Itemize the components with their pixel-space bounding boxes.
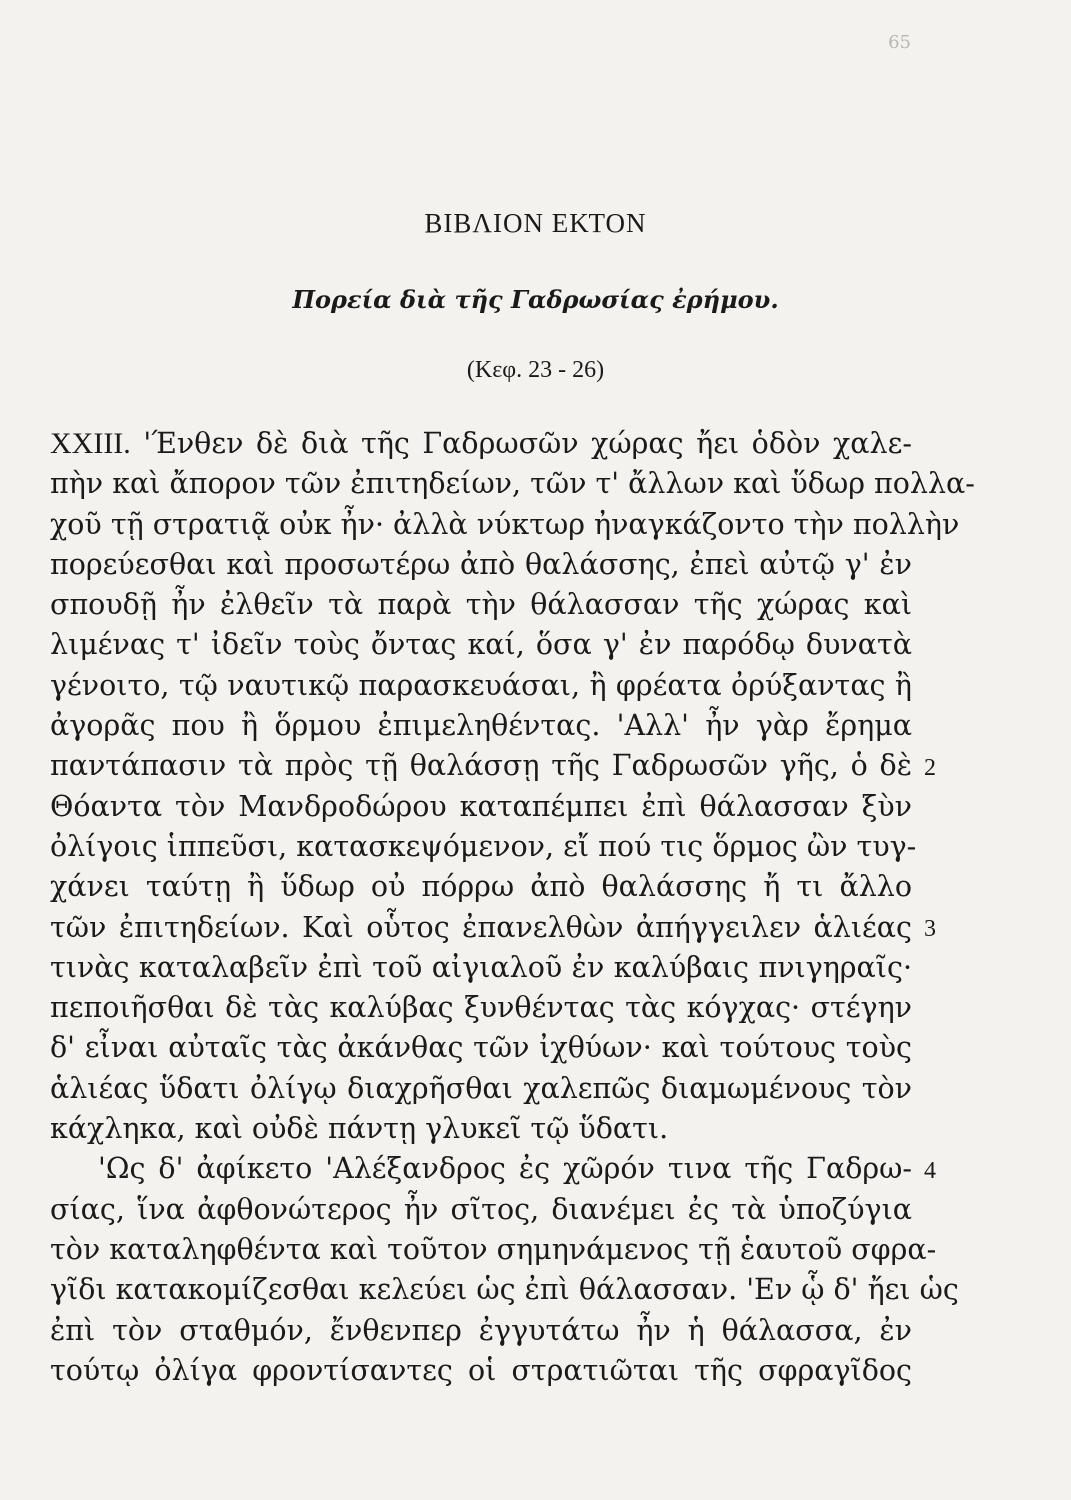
text-line: δ' εἶναι αὐταῖς τὰς ἀκάνθας τῶν ἰχθύων· καὶ τούτους τοὺς [50,1031,912,1065]
text-line: κάχληκα, καὶ οὐδὲ πάντῃ γλυκεῖ τῷ ὕδατι. [50,1112,669,1146]
text-line: πορεύεσθαι καὶ προσωτέρω ἀπὸ θαλάσσης, ἐπεὶ αὐτῷ γ' ἐν [50,547,912,581]
text-line: Θόαντα τὸν Μανδροδώρου καταπέμπει ἐπὶ θάλασσαν ξὺν [50,789,912,823]
text-line: ἁλιέας ὕδατι ὀλίγῳ διαχρῆσθαι χαλεπῶς διαμωμένους τὸν [50,1071,912,1105]
text-line: ἀγορᾶς που ἢ ὅρμου ἐπιμεληθέντας. 'Αλλ' ἦν γὰρ ἔρημα [50,709,912,743]
page-number: 65 [888,32,911,53]
text-line: ὀλίγοις ἱππεῦσι, κατασκεψόμενον, εἴ πού τις ὅρμος ὢν τυγ- [50,829,917,863]
text-line: τὸν καταληφθέντα καὶ τοῦτον σημηνάμενος τῇ ἑαυτοῦ σφρα- [50,1232,937,1266]
text-line: τινὰς καταλαβεῖν ἐπὶ τοῦ αἰγιαλοῦ ἐν καλύβαις πνιγηραῖς· [50,950,912,984]
text-line: πὴν καὶ ἄπορον τῶν ἐπιτηδείων, τῶν τ' ἄλλων καὶ ὕδωρ πολλα- [50,467,975,501]
margin-section-number: 3 [924,916,936,942]
text-line: λιμένας τ' ἰδεῖν τοὺς ὄντας καί, ὅσα γ' ἐν παρόδῳ δυνατὰ [50,628,912,662]
section-subtitle: Πορεία διὰ τῆς Γαδρωσίας ἐρήμου. [292,285,779,314]
text-line: πεποιῆσθαι δὲ τὰς καλύβας ξυνθέντας τὰς κόγχας· στέγην [50,991,912,1025]
chapter-numeral: XXIII. [50,427,131,460]
text-line: σπουδῇ ἦν ἐλθεῖν τὰ παρὰ τὴν θάλασσαν τῆς χώρας καὶ [50,588,912,622]
text-line: παντάπασιν τὰ πρὸς τῇ θαλάσσῃ τῆς Γαδρωσῶν γῆς, ὁ δὲ [50,749,912,783]
text-line: 'Ως δ' ἀφίκετο 'Αλέξανδρος ἐς χῶρόν τινα τῆς Γαδρω- [98,1152,912,1186]
text-line: τῶν ἐπιτηδείων. Καὶ οὗτος ἐπανελθὼν ἀπήγγειλεν ἁλιέας [50,910,912,944]
text-line: γῖδι κατακομίζεσθαι κελεύει ὡς ἐπὶ θάλασσαν. 'Εν ᾧ δ' ἤει ὡς [50,1273,959,1307]
chapter-reference: (Κεφ. 23 - 26) [466,357,605,383]
text-line: γένοιτο, τῷ ναυτικῷ παρασκευάσαι, ἢ φρέατα ὀρύξαντας ἢ [50,668,912,702]
text-line: χοῦ τῇ στρατιᾷ οὐκ ἦν· ἀλλὰ νύκτωρ ἠναγκάζοντο τὴν πολλὴν [50,507,960,541]
text-line: χάνει ταύτῃ ἢ ὕδωρ οὐ πόρρω ἀπὸ θαλάσσης ἤ τι ἄλλο [50,870,912,904]
text-line: σίας, ἵνα ἀφθονώτερος ἦν σῖτος, διανέμει ἐς τὰ ὑποζύγια [50,1192,912,1226]
body-text [50,424,975,1391]
line-text: 'Ένθεν δὲ διὰ τῆς Γαδρωσῶν χώρας ἤει ὁδὸν χαλε- [143,427,912,460]
book-title: ΒΙΒΛΙΟΝ ΕΚΤΟΝ [424,208,647,238]
margin-section-number: 2 [924,755,936,781]
margin-section-number: 4 [924,1158,936,1184]
text-line: τούτῳ ὀλίγα φροντίσαντες οἱ στρατιῶται τῆς σφραγῖδος [50,1353,912,1387]
text-line: ἐπὶ τὸν σταθμόν, ἔνθενπερ ἐγγυτάτω ἦν ἡ θάλασσα, ἐν [50,1313,912,1347]
text-line [50,424,912,464]
